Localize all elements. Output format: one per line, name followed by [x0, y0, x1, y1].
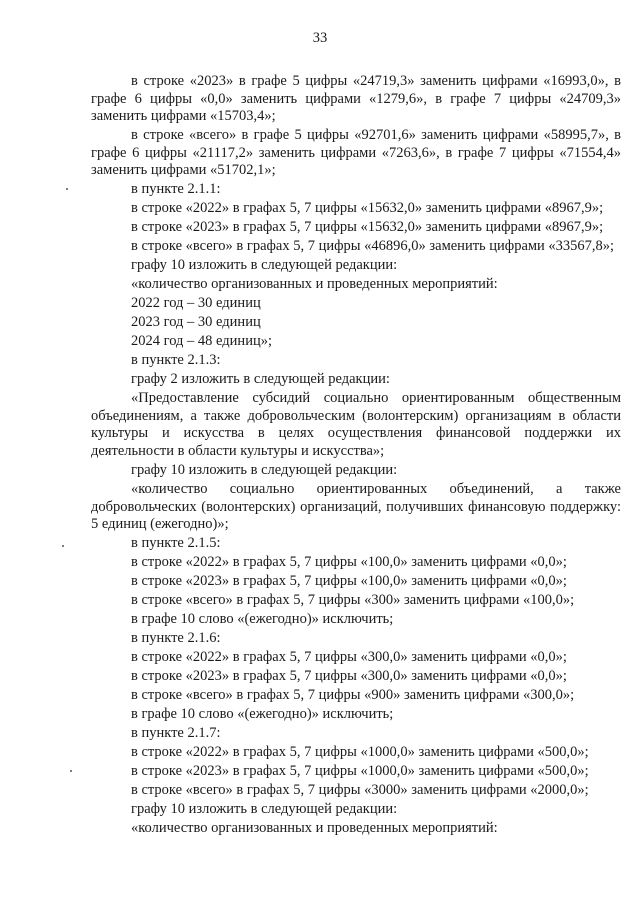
paragraph: 2022 год – 30 единиц	[131, 295, 261, 312]
scan-speck	[66, 188, 68, 190]
scan-speck	[62, 545, 64, 547]
scan-speck	[70, 770, 72, 772]
paragraph: в пункте 2.1.3:	[131, 352, 221, 369]
paragraph: в строке «всего» в графах 5, 7 цифры «900» заменить цифрами «300,0»;	[131, 686, 575, 703]
paragraph: 2023 год – 30 единиц	[131, 314, 261, 331]
paragraph: в строке «2022» в графах 5, 7 цифры «1000,0» заменить цифрами «500,0»;	[131, 743, 589, 760]
paragraph: в строке «2023» в графах 5, 7 цифры «1000,0» заменить цифрами «500,0»;	[131, 762, 589, 779]
paragraph: в строке «всего» в графе 5 цифры «92701,6» заменить цифрами «58995,7», в графе 6 цифры «21117,2» заменить цифрами «7263,6», в графе 7 цифры «71554,4» заменить цифрами «51702,1»;	[91, 127, 621, 179]
paragraph: «количество организованных и проведенных мероприятий:	[131, 819, 498, 836]
paragraph: в графе 10 слово «(ежегодно)» исключить;	[131, 611, 394, 628]
paragraph: в пункте 2.1.1:	[131, 181, 221, 198]
paragraph: 2024 год – 48 единиц»;	[131, 333, 272, 350]
paragraph: в строке «2022» в графах 5, 7 цифры «15632,0» заменить цифрами «8967,9»;	[131, 200, 604, 217]
paragraph: в строке «всего» в графах 5, 7 цифры «46896,0» заменить цифрами «33567,8»;	[131, 238, 615, 255]
document-body	[91, 73, 621, 839]
paragraph: в пункте 2.1.6:	[131, 630, 221, 647]
paragraph: в строке «2023» в графах 5, 7 цифры «15632,0» заменить цифрами «8967,9»;	[131, 219, 604, 236]
page-number: 33	[312, 30, 328, 46]
paragraph: графу 10 изложить в следующей редакции:	[131, 461, 398, 478]
paragraph: в строке «2022» в графах 5, 7 цифры «300,0» заменить цифрами «0,0»;	[131, 649, 567, 665]
paragraph: в пункте 2.1.7:	[131, 724, 221, 741]
paragraph: в строке «2023» в графах 5, 7 цифры «100,0» заменить цифрами «0,0»;	[131, 573, 567, 590]
paragraph: «количество социально ориентированных объединений, а также добровольческих (волонтерских) организаций, получивших финансовую поддержку: 5 единиц (ежегодно)»;	[91, 480, 621, 533]
paragraph: в пункте 2.1.5:	[131, 535, 221, 552]
paragraph: в строке «всего» в графах 5, 7 цифры «3000» заменить цифрами «2000,0»;	[131, 781, 589, 798]
paragraph: в строке «2022» в графах 5, 7 цифры «100,0» заменить цифрами «0,0»;	[131, 554, 567, 571]
paragraph: в строке «2023» в графе 5 цифры «24719,3» заменить цифрами «16993,0», в графе 6 цифры «0,0» заменить цифрами «1279,6», в графе 7 цифры «24709,3» заменить цифрами «15703,4»;	[91, 73, 621, 125]
paragraph: графу 10 изложить в следующей редакции:	[131, 257, 398, 274]
paragraph: в графе 10 слово «(ежегодно)» исключить;	[131, 705, 394, 722]
paragraph: графу 2 изложить в следующей редакции:	[131, 371, 390, 388]
paragraph: «количество организованных и проведенных мероприятий:	[131, 276, 498, 293]
paragraph: «Предоставление субсидий социально ориентированным общественным объединениям, а также добровольческим (волонтерским) организациям в области культуры и искусства в целях осуществления финансовой поддержки их деятельности в области культуры и искусства»;	[91, 390, 621, 459]
paragraph: в строке «всего» в графах 5, 7 цифры «300» заменить цифрами «100,0»;	[131, 592, 575, 609]
paragraph: графу 10 изложить в следующей редакции:	[131, 800, 398, 817]
paragraph: в строке «2023» в графах 5, 7 цифры «300,0» заменить цифрами «0,0»;	[131, 667, 567, 684]
